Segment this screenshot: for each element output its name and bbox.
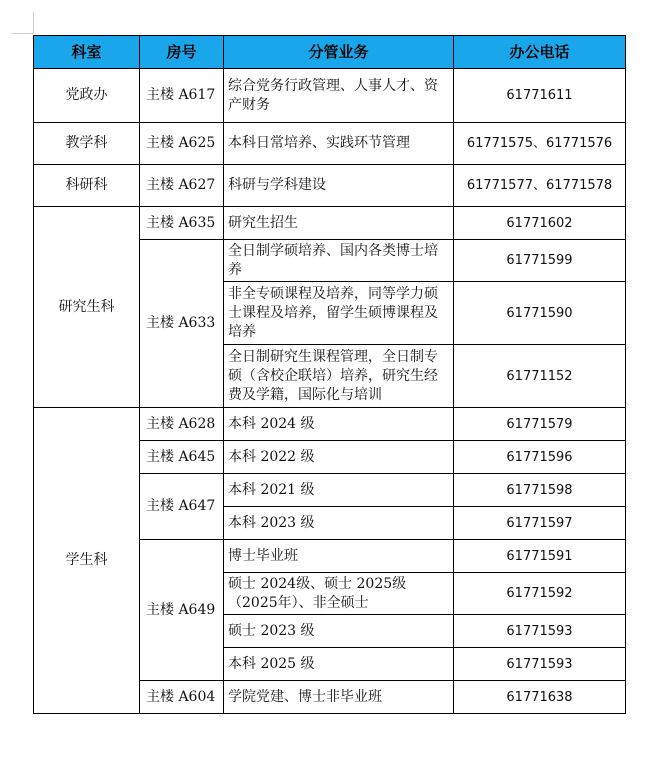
header-room: 房号 [140,36,224,69]
business-cell: 研究生招生 [224,207,454,240]
phone-cell: 61771597 [454,507,626,540]
phone-cell: 61771593 [454,615,626,648]
business-cell: 本科 2021 级 [224,474,454,507]
room-cell: 主楼 A617 [140,69,224,123]
room-cell: 主楼 A649 [140,540,224,681]
phone-cell: 61771577、61771578 [454,165,626,207]
header-phone: 办公电话 [454,36,626,69]
business-cell: 本科 2023 级 [224,507,454,540]
business-cell: 科研与学科建设 [224,165,454,207]
phone-cell: 61771590 [454,282,626,345]
table-row [34,207,626,240]
business-cell: 本科日常培养、实践环节管理 [224,123,454,165]
phone-cell: 61771152 [454,345,626,408]
office-directory-table [33,35,626,714]
corner-mark-horizontal [12,33,34,34]
business-cell: 全日制研究生课程管理，全日制专硕（含校企联培）培养，研究生经费及学籍，国际化与培训 [224,345,454,408]
room-cell: 主楼 A645 [140,441,224,474]
room-cell: 主楼 A628 [140,408,224,441]
dept-cell: 教学科 [34,123,140,165]
business-cell: 本科 2024 级 [224,408,454,441]
table-row [34,408,626,441]
corner-mark-vertical [33,12,34,34]
phone-cell: 61771575、61771576 [454,123,626,165]
phone-cell: 61771638 [454,681,626,714]
dept-cell: 科研科 [34,165,140,207]
room-cell: 主楼 A633 [140,240,224,408]
phone-cell: 61771591 [454,540,626,573]
phone-cell: 61771579 [454,408,626,441]
business-cell: 本科 2025 级 [224,648,454,681]
phone-cell: 61771602 [454,207,626,240]
table-row [34,123,626,165]
phone-cell: 61771611 [454,69,626,123]
business-cell: 学院党建、博士非毕业班 [224,681,454,714]
dept-cell: 党政办 [34,69,140,123]
dept-cell: 研究生科 [34,207,140,408]
table-row [34,69,626,123]
business-cell: 本科 2022 级 [224,441,454,474]
table-header-row [34,36,626,69]
table-row [34,165,626,207]
room-cell: 主楼 A647 [140,474,224,540]
dept-cell: 学生科 [34,408,140,714]
business-cell: 硕士 2023 级 [224,615,454,648]
header-dept: 科室 [34,36,140,69]
room-cell: 主楼 A627 [140,165,224,207]
phone-cell: 61771593 [454,648,626,681]
business-cell: 非全专硕课程及培养，同等学力硕士课程及培养，留学生硕博课程及培养 [224,282,454,345]
business-cell: 硕士 2024级、硕士 2025级（2025年）、非全硕士 [224,573,454,615]
phone-cell: 61771596 [454,441,626,474]
business-cell: 综合党务行政管理、人事人才、资产财务 [224,69,454,123]
room-cell: 主楼 A625 [140,123,224,165]
business-cell: 博士毕业班 [224,540,454,573]
room-cell: 主楼 A604 [140,681,224,714]
phone-cell: 61771599 [454,240,626,282]
header-business: 分管业务 [224,36,454,69]
business-cell: 全日制学硕培养、国内各类博士培养 [224,240,454,282]
phone-cell: 61771592 [454,573,626,615]
phone-cell: 61771598 [454,474,626,507]
room-cell: 主楼 A635 [140,207,224,240]
